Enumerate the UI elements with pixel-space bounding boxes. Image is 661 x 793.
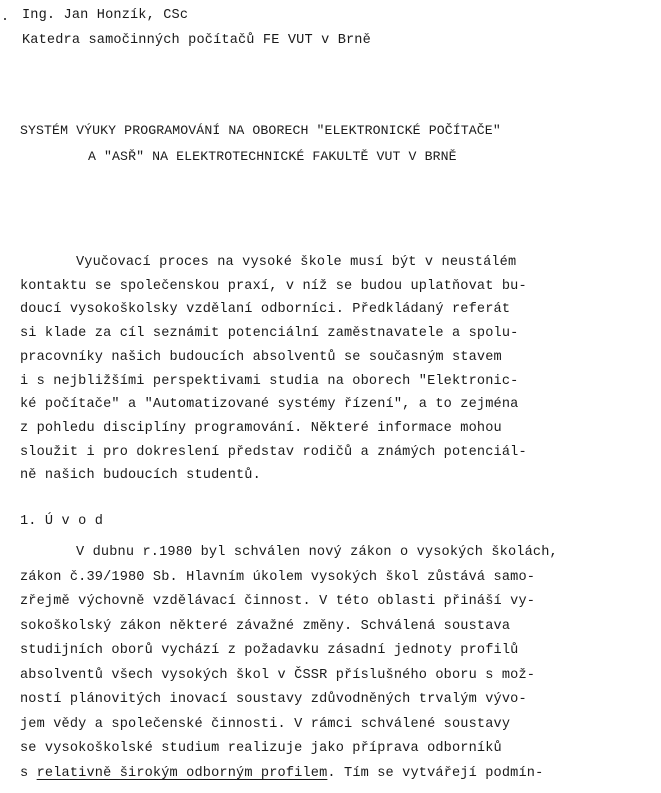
abstract-line: kontaktu se společenskou praxí, v níž se budou uplatňovat bu- bbox=[20, 279, 527, 294]
abstract-line: pracovníky našich budoucích absolventů se současným stavem bbox=[20, 350, 502, 365]
abstract-line: z pohledu disciplíny programování. Některé informace mohou bbox=[20, 421, 502, 436]
author-name: Ing. Jan Honzík, CSc bbox=[22, 8, 189, 23]
last-line bbox=[20, 766, 543, 782]
section-line: studijních oborů vychází z požadavku zásadní jednoty profilů bbox=[20, 643, 519, 658]
title-line-2: A "ASŘ" NA ELEKTROTECHNICKÉ FAKULTĚ VUT V BRNĚ bbox=[88, 149, 457, 164]
abstract-line: doucí vysokoškolsky vzdělaní odborníci. Předkládaný referát bbox=[20, 302, 511, 317]
section-heading: 1. Ú v o d bbox=[20, 514, 104, 529]
author-affiliation: Katedra samočinných počítačů FE VUT v Brně bbox=[22, 33, 371, 48]
section-line: zřejmě výchovně vzdělávací činnost. V této oblasti přináší vy- bbox=[20, 594, 536, 609]
abstract-line: i s nejbližšími perspektivami studia na oborech "Elektronic- bbox=[20, 374, 519, 389]
section-line: sokoškolský zákon některé závažné změny. Schválená soustava bbox=[20, 619, 511, 634]
abstract-line: si klade za cíl seznámit potenciální zaměstnavatele a spolu- bbox=[20, 326, 519, 341]
title-line-1: SYSTÉM VÝUKY PROGRAMOVÁNÍ NA OBORECH "ELEKTRONICKÉ POČÍTAČE" bbox=[20, 123, 501, 138]
section-line: ností plánovitých inovací soustavy zdůvodněných trvalým vývo- bbox=[20, 692, 527, 707]
last-line-suffix: . Tím se vytvářejí podmín- bbox=[327, 766, 544, 781]
abstract-line: sloužit i pro dokreslení představ rodičů a známých potenciál- bbox=[20, 445, 527, 460]
abstract-line: ké počítače" a "Automatizované systémy řízení", a to zejména bbox=[20, 397, 519, 412]
section-line: jem vědy a společenské činnosti. V rámci schválené soustavy bbox=[20, 717, 511, 732]
section-line: se vysokoškolské studium realizuje jako příprava odborníků bbox=[20, 741, 502, 756]
section-line: zákon č.39/1980 Sb. Hlavním úkolem vysokých škol zůstává samo- bbox=[20, 570, 536, 585]
abstract-line: ně našich budoucích studentů. bbox=[20, 468, 261, 483]
section-line: absolventů všech vysokých škol v ČSSR příslušného oboru s mož- bbox=[20, 668, 536, 683]
section-line: V dubnu r.1980 byl schválen nový zákon o vysokých školách, bbox=[76, 545, 558, 560]
underlined-phrase: relativně širokým odborným profilem bbox=[36, 766, 328, 781]
margin-dot bbox=[4, 18, 6, 20]
abstract-line: Vyučovací proces na vysoké škole musí být v neustálém bbox=[76, 255, 517, 270]
last-line-prefix: s bbox=[20, 766, 37, 781]
